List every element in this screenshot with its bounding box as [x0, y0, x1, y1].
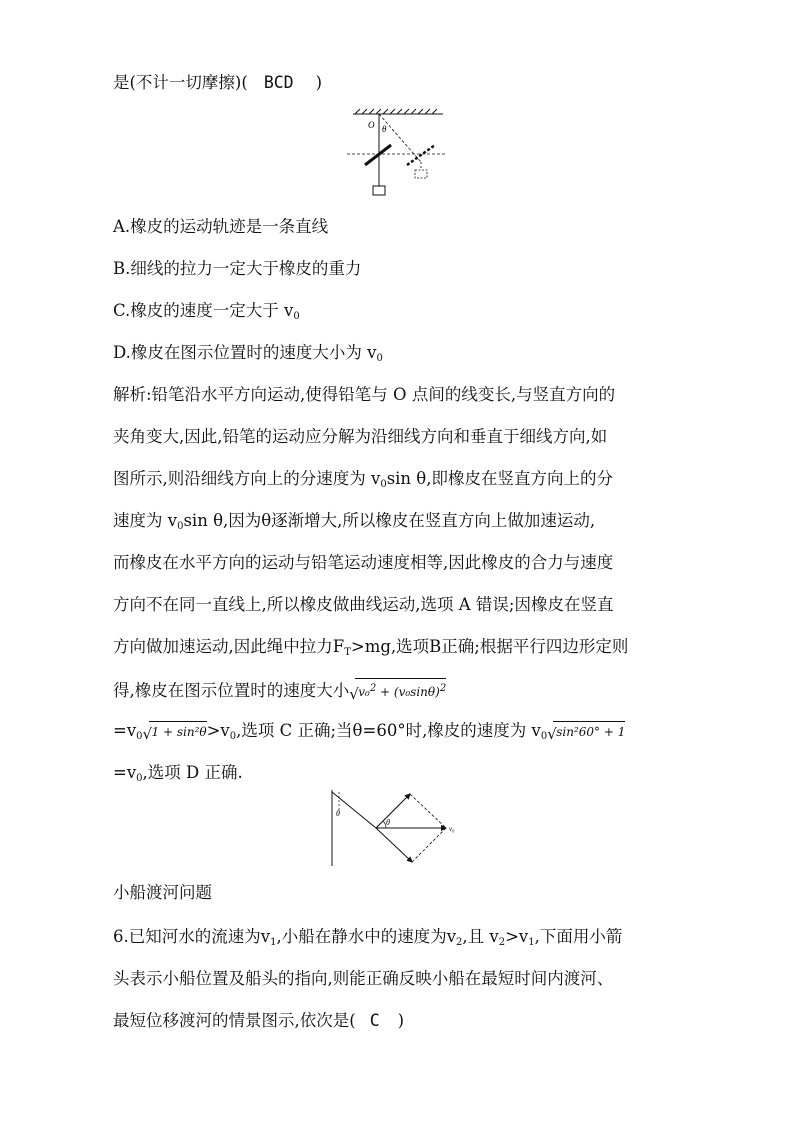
option-c: [113, 300, 300, 328]
velocity-decomposition-diagram: [328, 790, 463, 866]
sub-zero: 0: [540, 731, 548, 742]
solution-line-5: 而橡皮在水平方向的运动与铅笔运动速度相等,因此橡皮的合力与速度: [113, 553, 614, 572]
label-theta: θ: [382, 124, 387, 134]
rad-term-1: v₀: [358, 685, 370, 699]
text: sin θ,因为θ逐渐增大,所以橡皮在竖直方向上做加速运动,: [183, 511, 596, 530]
rad-term-2: + (v₀sinθ): [376, 685, 440, 699]
question6-line-2: 头表示小船位置及船头的指向,则能正确反映小船在最短时间内渡河、: [113, 969, 614, 988]
rad-text: sin²60° + 1: [556, 725, 626, 739]
text: 方向做加速运动,因此绳中拉力F: [113, 637, 345, 656]
sub-zero: 0: [380, 479, 387, 490]
section-title: 小船渡河问题: [113, 883, 212, 902]
sub-zero: 0: [136, 731, 143, 742]
sub-two: 2: [456, 937, 463, 948]
solution-line-10: [113, 762, 243, 790]
label-o: O: [368, 120, 375, 130]
sub-zero: 0: [136, 773, 143, 784]
sub-zero: 0: [376, 353, 383, 364]
ceiling-hatch: [353, 109, 443, 114]
label-theta-top: θ: [336, 809, 340, 818]
sqrt-sin60: √ sin²60° + 1: [547, 721, 625, 743]
option-c-text: C.橡皮的速度一定大于 v: [113, 301, 294, 320]
rad-text: 1 + sin²θ: [151, 725, 207, 739]
sup-two: 2: [439, 683, 447, 694]
text: ,选项 D 正确.: [142, 763, 243, 782]
sub-one: 1: [270, 937, 277, 948]
solution-line-3: [113, 468, 613, 496]
text: ,小船在静水中的速度为v: [276, 927, 457, 946]
solution-line-1: 解析:铅笔沿水平方向运动,使得铅笔与 O 点间的线变长,与竖直方向的: [113, 385, 616, 404]
text: =v: [113, 763, 137, 782]
text: >v: [505, 927, 529, 946]
sub-two: 2: [498, 937, 506, 948]
option-b: B.细线的拉力一定大于橡皮的重力: [113, 259, 362, 278]
eraser-block-dashed: [415, 170, 427, 178]
text: 图所示,则沿细线方向上的分速度为 v: [113, 469, 381, 488]
dashed-parallel-bottom: [412, 828, 446, 862]
sub-one: 1: [528, 937, 535, 948]
question6-line-1: [113, 926, 622, 954]
dashed-slant-string: [379, 114, 421, 162]
solution-line-4: [113, 510, 595, 538]
option-d: [113, 342, 383, 370]
solution-line-7: [113, 636, 628, 664]
label-theta: θ: [386, 818, 390, 827]
text: =v: [113, 721, 137, 740]
stem-close: ): [315, 73, 323, 92]
stem-text: 是(不计一切摩擦)(: [113, 73, 248, 92]
solution-line-9: [113, 720, 625, 748]
sqrt-velocity: √ $v_0^2 + (v_0\sin\theta)^2$: [349, 678, 446, 703]
pendulum-pencil-diagram: [345, 108, 450, 198]
solution-line-2: 夹角变大,因此,铅笔的运动应分解为沿细线方向和垂直于细线方向,如: [113, 427, 608, 446]
component-along-string: [376, 794, 410, 828]
answer-q5: BCD: [263, 73, 294, 92]
sup-two: 2: [369, 683, 377, 694]
pencil: [365, 145, 391, 165]
text: 得,橡皮在图示位置时的速度大小: [113, 681, 350, 700]
label-v0: v₀: [449, 825, 455, 833]
sub-zero: 0: [293, 311, 300, 322]
sub-T: T: [344, 647, 351, 658]
text: >v: [206, 721, 230, 740]
text: 6.已知河水的流速为v: [113, 927, 271, 946]
option-a: A.橡皮的运动轨迹是一条直线: [113, 217, 329, 236]
eraser-block: [373, 186, 385, 195]
solution-line-6: 方向不在同一直线上,所以橡皮做曲线运动,选项 A 错误;因橡皮在竖直: [113, 595, 614, 614]
sqrt-1-plus-sin: √ 1 + sin²θ: [143, 721, 207, 743]
text: sin θ,即橡皮在竖直方向上的分: [386, 469, 613, 488]
text: ,选项 C 正确;当θ=60°时,橡皮的速度为 v: [236, 721, 541, 740]
dashed-parallel-top: [410, 794, 446, 828]
sub-zero: 0: [229, 731, 237, 742]
text: ,下面用小箭: [534, 927, 623, 946]
text: 速度为 v: [113, 511, 178, 530]
sub-zero: 0: [177, 521, 184, 532]
text: ): [397, 1011, 405, 1030]
solution-line-8: [113, 678, 446, 703]
component-perpendicular: [376, 828, 412, 862]
option-d-text: D.橡皮在图示位置时的速度大小为 v: [113, 343, 377, 362]
question6-line-3: [113, 1010, 404, 1032]
text: 最短位移渡河的情景图示,依次是(: [113, 1011, 356, 1030]
text: ,且 v: [462, 927, 499, 946]
answer-q6: C: [369, 1011, 380, 1030]
text: >mg,选项B正确;根据平行四边形定则: [350, 637, 629, 656]
question-stem-tail: [113, 72, 322, 94]
